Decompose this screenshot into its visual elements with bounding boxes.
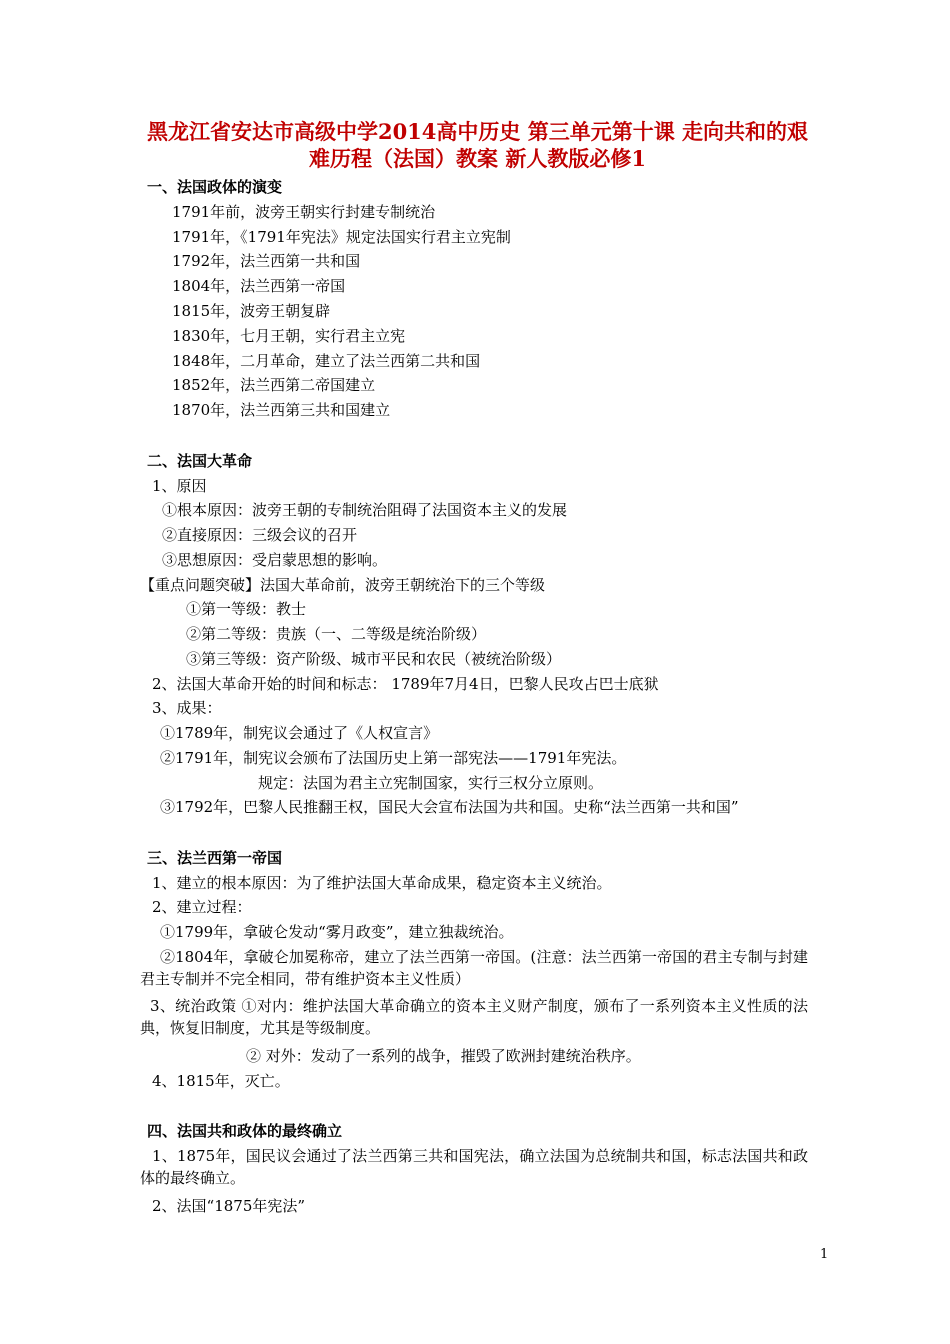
revolution-start: 2、法国大革命开始的时间和标志： 1789年7月4日，巴黎人民攻占巴士底狱 <box>152 675 659 693</box>
empire-end: 4、1815年，灭亡。 <box>152 1072 290 1090</box>
empire-policy-foreign: ② 对外：发动了一系列的战争，摧毁了欧洲封建统治秩序。 <box>246 1047 641 1065</box>
timeline-item: 1815年，波旁王朝复辟 <box>172 302 331 320</box>
timeline-item: 1791年前，波旁王朝实行封建专制统治 <box>172 203 436 221</box>
timeline-item: 1870年，法兰西第三共和国建立 <box>172 401 391 419</box>
empire-process-item: ②1804年，拿破仑加冕称帝，建立了法兰西第一帝国。(注意：法兰西第一帝国的君主专制与封建君主专制并不完全相同，带有维护资本主义性质） <box>140 948 808 988</box>
estate-item: ①第一等级：教士 <box>186 600 307 618</box>
timeline-item: 1830年，七月王朝，实行君主立宪 <box>172 327 406 345</box>
result-item: ②1791年，制宪议会颁布了法国历史上第一部宪法——1791年宪法。 <box>160 749 627 767</box>
timeline-item: 1848年，二月革命，建立了法兰西第二共和国 <box>172 352 481 370</box>
page-number: 1 <box>820 1247 829 1262</box>
timeline-item: 1792年，法兰西第一共和国 <box>172 252 361 270</box>
estate-item: ③第三等级：资产阶级、城市平民和农民（被统治阶级） <box>186 650 562 668</box>
focus-line: 【重点问题突破】法国大革命前，波旁王朝统治下的三个等级 <box>140 576 546 594</box>
cause-label: 1、原因 <box>152 477 207 495</box>
document-title: 黑龙江省安达市高级中学2014高中历史 第三单元第十课 走向共和的艰难历程（法国）教案 新人教版必修1 <box>146 119 809 171</box>
section-1-heading: 一、法国政体的演变 <box>147 178 283 196</box>
empire-process-label: 2、建立过程： <box>152 898 252 916</box>
republic-established: 1、1875年，国民议会通过了法兰西第三共和国宪法，确立法国为总统制共和国，标志法国共和政体的最终确立。 <box>140 1147 808 1187</box>
result-label: 3、成果： <box>152 699 222 717</box>
empire-process-item: ①1799年，拿破仑发动“雾月政变”，建立独裁统治。 <box>160 923 514 941</box>
cause-item: ②直接原因：三级会议的召开 <box>162 526 358 544</box>
empire-reason: 1、建立的根本原因：为了维护法国大革命成果，稳定资本主义统治。 <box>152 874 612 892</box>
cause-item: ①根本原因：波旁王朝的专制统治阻碍了法国资本主义的发展 <box>162 501 568 519</box>
cause-item: ③思想原因：受启蒙思想的影响。 <box>162 551 388 569</box>
result-item: 规定：法国为君主立宪制国家，实行三权分立原则。 <box>258 774 604 792</box>
section-2-heading: 二、法国大革命 <box>147 452 253 470</box>
empire-policy: 3、统治政策 ①对内：维护法国大革命确立的资本主义财产制度，颁布了一系列资本主义性质的法典，恢复旧制度，尤其是等级制度。 <box>140 997 808 1037</box>
section-4-heading: 四、法国共和政体的最终确立 <box>147 1122 343 1140</box>
timeline-item: 1791年，《1791年宪法》规定法国实行君主立宪制 <box>172 228 511 246</box>
section-3-heading: 三、法兰西第一帝国 <box>147 849 283 867</box>
timeline-item: 1852年，法兰西第二帝国建立 <box>172 376 376 394</box>
timeline-item: 1804年，法兰西第一帝国 <box>172 277 346 295</box>
constitution-1875: 2、法国“1875年宪法” <box>152 1197 306 1215</box>
estate-item: ②第二等级：贵族（一、二等级是统治阶级） <box>186 625 487 643</box>
result-item: ③1792年，巴黎人民推翻王权，国民大会宣布法国为共和国。史称“法兰西第一共和国” <box>160 798 739 816</box>
result-item: ①1789年，制宪议会通过了《人权宣言》 <box>160 724 439 742</box>
